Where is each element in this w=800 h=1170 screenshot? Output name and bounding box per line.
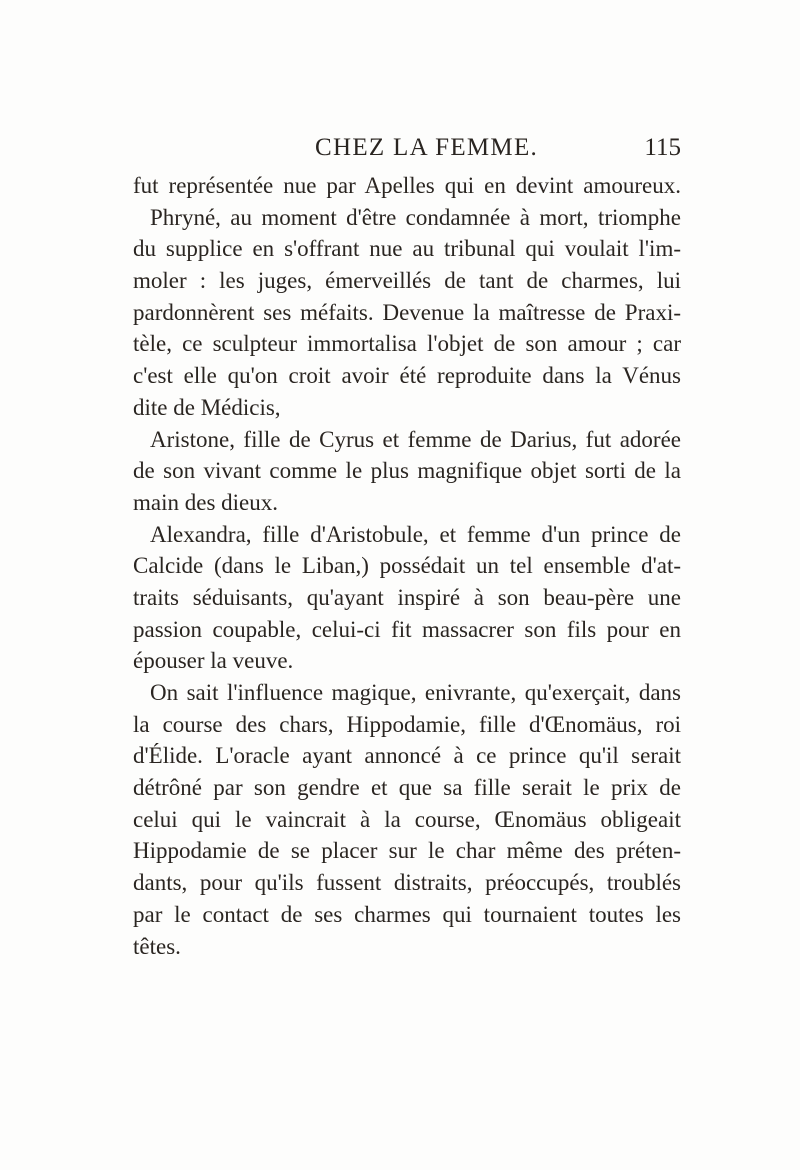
- text-line: dants, pour qu'ils fussent distraits, préoccupés, troublés: [133, 870, 681, 896]
- running-title: CHEZ LA FEMME.: [315, 134, 539, 161]
- text-line: passion coupable, celui-ci fit massacrer son fils pour en: [133, 616, 681, 642]
- text-line: du supplice en s'offrant nue au tribunal qui voulait l'im-: [133, 236, 681, 262]
- text-line: traits séduisants, qu'ayant inspiré à son beau-père une: [133, 584, 681, 610]
- text-line: dite de Médicis,: [133, 394, 281, 420]
- text-line: têtes.: [133, 933, 181, 959]
- text-line: pardonnèrent ses méfaits. Devenue la maîtresse de Praxi-: [133, 299, 681, 325]
- text-line: c'est elle qu'on croit avoir été reproduite dans la Vénus: [133, 363, 681, 389]
- running-head: [133, 128, 681, 168]
- text-line: de son vivant comme le plus magnifique objet sorti de la: [133, 458, 681, 484]
- text-line: Aristone, fille de Cyrus et femme de Darius, fut adorée: [150, 426, 681, 452]
- text-line: moler : les juges, émerveillés de tant de charmes, lui: [133, 268, 681, 294]
- text-line: celui qui le vaincrait à la course, Œnomäus obligeait: [133, 806, 681, 832]
- text-line: main des dieux.: [133, 489, 278, 515]
- text-line: détrôné par son gendre et que sa fille serait le prix de: [133, 775, 681, 801]
- text-line: tèle, ce sculpteur immortalisa l'objet de son amour ; car: [133, 331, 681, 357]
- text-line: fut représentée nue par Apelles qui en devint amoureux.: [133, 173, 681, 198]
- text-line: Phryné, au moment d'être condamnée à mort, triomphe: [150, 204, 681, 230]
- text-line: Calcide (dans le Liban,) possédait un tel ensemble d'at-: [133, 553, 681, 579]
- text-line: Alexandra, fille d'Aristobule, et femme d'un prince de: [150, 521, 681, 547]
- text-line: d'Élide. L'oracle ayant annoncé à ce prince qu'il serait: [133, 743, 681, 769]
- text-line: par le contact de ses charmes qui tournaient toutes les: [133, 901, 681, 927]
- page-number: 115: [644, 134, 681, 161]
- text-line: la course des chars, Hippodamie, fille d'Œnomäus, roi: [133, 711, 681, 737]
- body-text: [133, 170, 681, 962]
- text-line: Hippodamie de se placer sur le char même des préten-: [133, 838, 681, 864]
- text-line: épouser la veuve.: [133, 648, 294, 674]
- text-line: On sait l'influence magique, enivrante, qu'exerçait, dans: [150, 680, 681, 705]
